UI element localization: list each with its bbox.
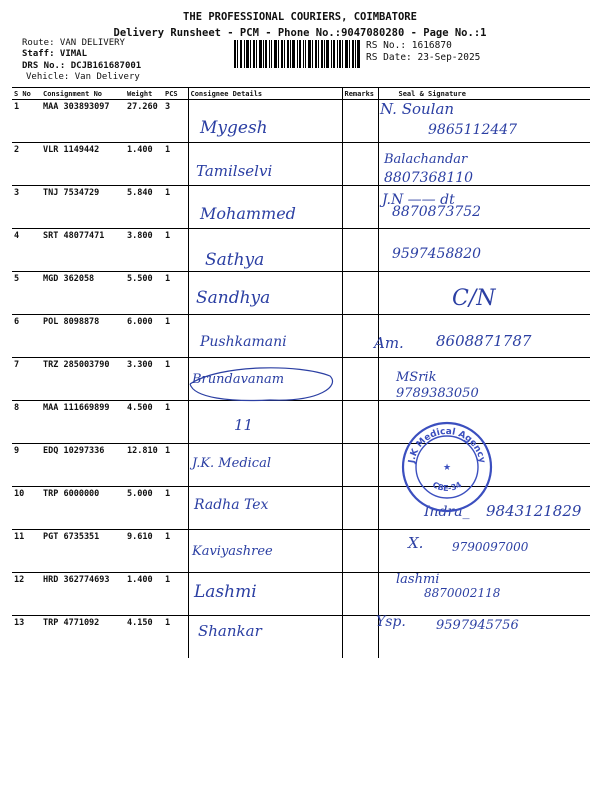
handwritten-phone: 8870873752 [392, 204, 482, 220]
drs-number: DRS No.: DCJB161687001 [22, 61, 142, 71]
handwritten-consignee: Tamilselvi [196, 162, 273, 180]
table-row [12, 573, 590, 616]
handwritten-phone: 9597458820 [392, 246, 482, 262]
pcs-cell: 1 [163, 229, 188, 272]
sno-cell: 2 [12, 143, 41, 186]
remarks-cell [342, 573, 378, 616]
col-pcs: PCS [163, 88, 188, 100]
weight-cell: 1.400 [125, 573, 163, 616]
weight-cell: 6.000 [125, 315, 163, 358]
weight-cell: 5.840 [125, 186, 163, 229]
handwritten-phone: 9790097000 [452, 540, 529, 554]
pcs-cell: 1 [163, 315, 188, 358]
runsheet-title: Delivery Runsheet - PCM - Phone No.:9047080280 - Page No.:1 [113, 27, 487, 39]
remarks-cell [342, 616, 378, 659]
table-row [12, 272, 590, 315]
stamp-bottom-text: CBE-34 [430, 480, 464, 493]
consignment-cell: TRP 4771092 [43, 618, 100, 628]
rs-number: RS No.: 1616870 [366, 40, 452, 51]
weight-cell: 9.610 [125, 530, 163, 573]
sno-cell: 1 [12, 100, 41, 143]
table-row [12, 401, 590, 444]
sno-cell: 12 [12, 573, 41, 616]
remarks-cell [342, 143, 378, 186]
staff-label: Staff: VIMAL [22, 49, 88, 59]
consignment-cell: MGD 362058 [41, 272, 125, 315]
remarks-cell [342, 401, 378, 444]
handwritten-consignee: Mygesh [200, 118, 268, 138]
handwritten-signature-mark: MSrik [396, 370, 437, 385]
handwritten-consignee: Radha Tex [194, 497, 269, 513]
handwritten-consignee: Sandhya [196, 288, 271, 308]
handwritten-signature: Balachandar [384, 152, 468, 167]
handwritten-phone: 9843121829 [486, 502, 582, 520]
table-row [12, 229, 590, 272]
handwritten-signature-mark: Indra_ [424, 504, 470, 520]
handwritten-signature-mark: J.N —— dt [382, 192, 455, 208]
svg-text:★: ★ [442, 463, 452, 473]
weight-cell: 3.300 [125, 358, 163, 401]
col-consignment: Consignment No [41, 88, 125, 100]
barcode [234, 40, 360, 68]
sno-cell: 5 [12, 272, 41, 315]
sno-cell: 9 [12, 444, 41, 487]
weight-cell: 12.810 [125, 444, 163, 487]
handwritten-phone: 9597945756 [436, 618, 519, 633]
handwritten-signature-mark: Ysp. [376, 614, 406, 630]
pcs-cell: 1 [163, 401, 188, 444]
sno-cell: 11 [12, 530, 41, 573]
consignment-cell: HRD 362774693 [41, 573, 125, 616]
handwritten-phone: 8807368110 [384, 170, 474, 186]
consignment-cell: EDQ 10297336 [41, 444, 125, 487]
handwritten-phone: 9789383050 [396, 386, 479, 401]
consignee-cell [188, 401, 342, 444]
consignment-cell: TNJ 7534729 [41, 186, 125, 229]
handwritten-signature: lashmi [396, 572, 440, 587]
weight-cell: 3.800 [125, 229, 163, 272]
col-remarks: Remarks [342, 88, 378, 100]
handwritten-consignee: Brundavanam [192, 372, 285, 387]
remarks-cell [342, 444, 378, 487]
pcs-cell: 1 [163, 358, 188, 401]
consignment-cell: POL 8098878 [41, 315, 125, 358]
handwritten-phone: 9865112447 [428, 122, 518, 138]
remarks-cell [342, 272, 378, 315]
pcs-cell: 1 [163, 272, 188, 315]
handwritten-consignee: Sathya [205, 250, 265, 270]
consignment-cell: TRP 6000000 [41, 487, 125, 530]
handwritten-consignee: 11 [234, 416, 254, 434]
weight-cell: 1.400 [125, 143, 163, 186]
handwritten-signature-mark: X. [408, 534, 424, 552]
col-consignee: Consignee Details [188, 88, 342, 100]
pcs-cell: 1 [163, 444, 188, 487]
handwritten-consignee: Kaviyashree [192, 544, 273, 559]
handwritten-consignee: Pushkamani [200, 334, 287, 350]
handwritten-oval [180, 362, 340, 404]
table-row [12, 444, 590, 487]
handwritten-consignee: Lashmi [194, 582, 257, 602]
handwritten-phone: 8608871787 [436, 332, 532, 350]
sno-cell: 8 [12, 401, 41, 444]
remarks-cell [342, 100, 378, 143]
col-weight: Weight [125, 88, 163, 100]
sno-cell: 6 [12, 315, 41, 358]
table-row [12, 143, 590, 186]
remarks-cell [342, 315, 378, 358]
sno-cell: 4 [12, 229, 41, 272]
handwritten-phone: 8870002118 [424, 586, 501, 600]
company-name: THE PROFESSIONAL COURIERS, COIMBATORE [183, 11, 417, 23]
remarks-cell [342, 186, 378, 229]
pcs-cell: 1 [163, 573, 188, 616]
sno-cell: 3 [12, 186, 41, 229]
handwritten-signature-mark: Am. [374, 334, 404, 352]
table-row [12, 186, 590, 229]
pcs-cell: 3 [163, 100, 188, 143]
handwritten-consignee: J.K. Medical [192, 456, 271, 471]
pcs-cell: 1 [163, 186, 188, 229]
stamp-top-text: J.K Medical Agency [407, 426, 487, 465]
weight-cell: 4.150 [127, 618, 153, 628]
sno-cell: 10 [12, 487, 41, 530]
pcs-cell: 1 [165, 618, 171, 628]
route-label: Route: VAN DELIVERY [22, 38, 125, 48]
weight-cell: 4.500 [125, 401, 163, 444]
pcs-cell: 1 [163, 143, 188, 186]
pcs-cell: 1 [163, 487, 188, 530]
handwritten-consignee: Shankar [198, 622, 262, 640]
sno-cell: 7 [12, 358, 41, 401]
col-signature: Seal & Signature [378, 88, 590, 100]
consignment-cell: SRT 48077471 [41, 229, 125, 272]
handwritten-signature: C/N [452, 286, 496, 311]
consignment-cell: MAA 303893097 [41, 100, 125, 143]
remarks-cell [342, 487, 378, 530]
weight-cell: 5.000 [125, 487, 163, 530]
vehicle-label: Vehicle: Van Delivery [26, 72, 140, 82]
col-sno: S No [12, 88, 41, 100]
sno-cell: 13 [14, 618, 25, 628]
remarks-cell [342, 229, 378, 272]
consignment-cell: MAA 111669899 [41, 401, 125, 444]
table-header-row [12, 88, 590, 100]
weight-cell: 27.260 [125, 100, 163, 143]
remarks-cell [342, 358, 378, 401]
consignment-cell: PGT 6735351 [41, 530, 125, 573]
weight-cell: 5.500 [125, 272, 163, 315]
consignment-cell: VLR 1149442 [41, 143, 125, 186]
remarks-cell [342, 530, 378, 573]
consignment-cell: TRZ 285003790 [41, 358, 125, 401]
pcs-cell: 1 [163, 530, 188, 573]
rs-date: RS Date: 23-Sep-2025 [366, 52, 481, 63]
handwritten-consignee: Mohammed [200, 204, 296, 223]
handwritten-signature: N. Soulan [380, 100, 455, 118]
medical-agency-stamp [400, 420, 494, 514]
